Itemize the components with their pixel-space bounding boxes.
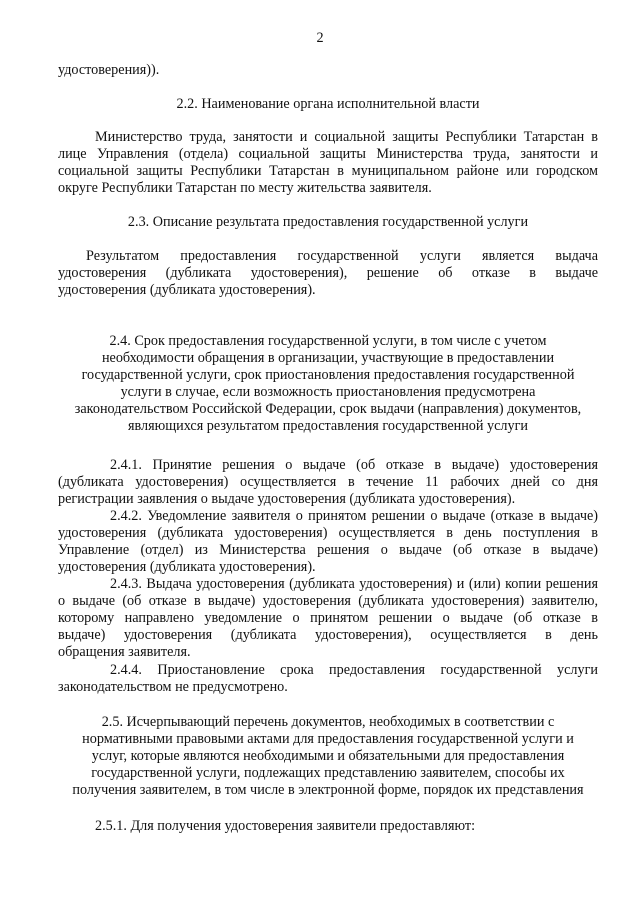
section-2-4-heading: 2.4. Срок предоставления государственной услуги, в том числе с учетом необходимости обращения в организации, участвующие в предоставлении государственной услуги, срок приостановления предоставления государственной услуги в случае, если возможность приостановления предусмотрена законодательством Российской Федерации, срок выдачи (направления) документов, являющихся результатом предоставления государственной услуги: [74, 333, 582, 434]
paragraph-2-4-3: 2.4.3. Выдача удостоверения (дубликата удостоверения) и (или) копии решения о выдаче (об отказе в выдаче) удостоверения (дубликата удостоверения) заявителю, которому направлено уведомление о принятом решении о выдаче (об отказе в выдаче) удостоверения (дубликата удостоверения), осуществляется в день обращения заявителя.: [58, 576, 598, 660]
paragraph-2-5-1: 2.5.1. Для получения удостоверения заявители предоставляют:: [95, 818, 476, 834]
paragraph-2-4-4: 2.4.4. Приостановление срока предоставления государственной услуги законодательством не предусмотрено.: [58, 662, 598, 695]
section-2-3-heading: 2.3. Описание результата предоставления государственной услуги: [127, 214, 529, 230]
paragraph-2-4-1: 2.4.1. Принятие решения о выдаче (об отказе в выдаче) удостоверения (дубликата удостоверения) осуществляется в течение 11 рабочих дней со дня регистрации заявления о выдаче удостоверения (дубликата удостоверения).: [58, 457, 598, 507]
page-number: 2: [316, 30, 324, 46]
section-2-3-body: Результатом предоставления государственной услуги является выдача удостоверения (дубликата удостоверения), решение об отказе в выдаче удостоверения (дубликата удостоверения).: [58, 248, 598, 298]
section-2-2-heading: 2.2. Наименование органа исполнительной власти: [176, 96, 480, 112]
section-2-2-body: Министерство труда, занятости и социальной защиты Республики Татарстан в лице Управления (отдела) социальной защиты Министерства труда, занятости и социальной защиты Республики Татарстан в муниципальном районе или городском округе Республики Татарстан по месту жительства заявителя.: [58, 129, 598, 196]
intro-tail: удостоверения)).: [58, 62, 160, 78]
section-2-5-heading: 2.5. Исчерпывающий перечень документов, необходимых в соответствии с нормативными правовыми актами для предоставления государственной услуги и услуг, которые являются необходимыми и обязательными для предоставления государственной услуги, подлежащих представлению заявителем, способы их получения заявителем, в том числе в электронной форме, порядок их представления: [72, 714, 584, 798]
paragraph-2-4-2: 2.4.2. Уведомление заявителя о принятом решении о выдаче (отказе в выдаче) удостоверения (дубликата удостоверения) осуществляется в день поступления в Управление (отдел) из Министерства решения о выдаче (об отказе в выдаче) удостоверения (дубликата удостоверения).: [58, 508, 598, 575]
